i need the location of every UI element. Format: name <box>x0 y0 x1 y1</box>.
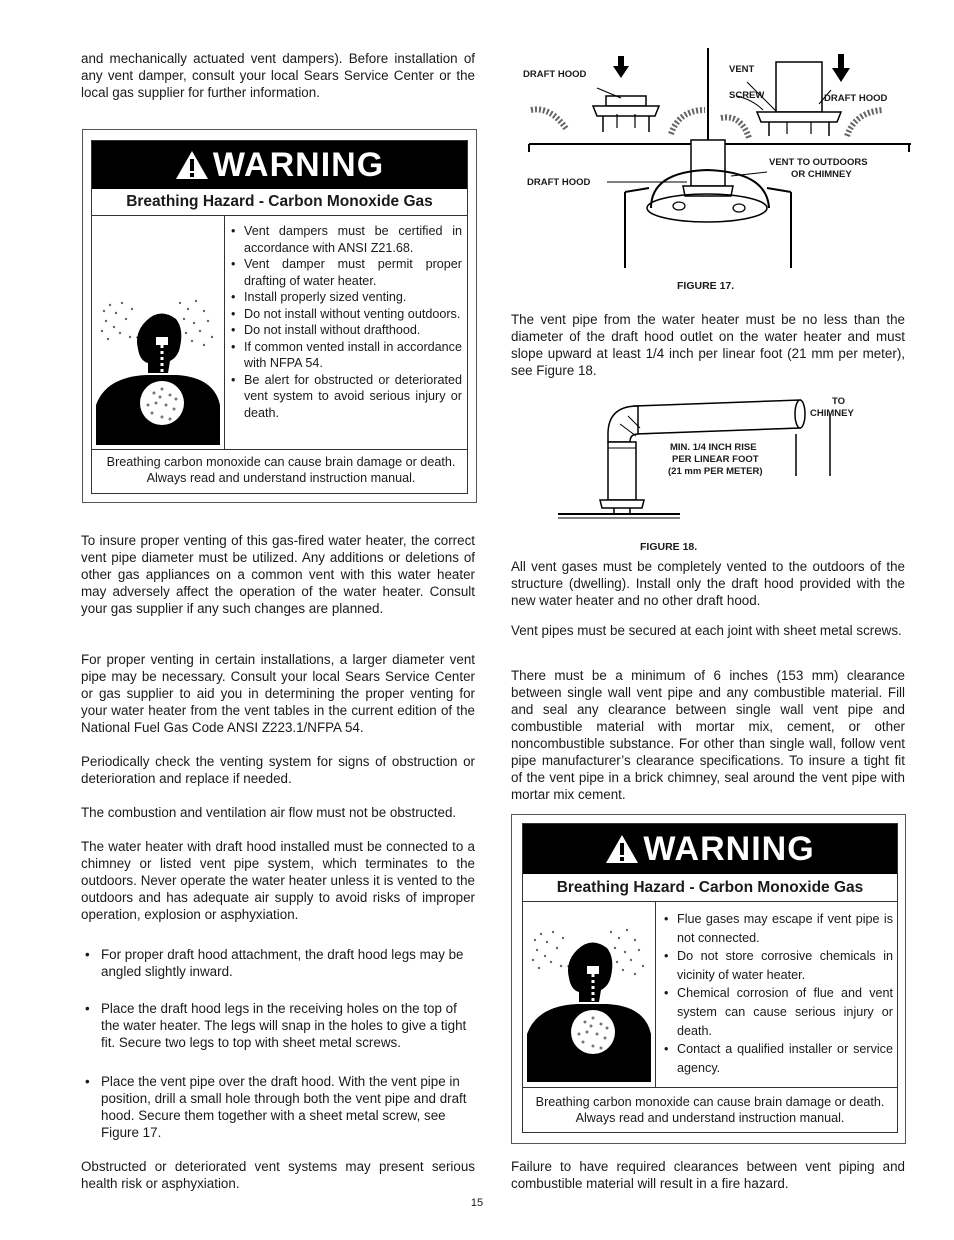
alert-triangle-icon <box>605 834 639 864</box>
label-rise: (21 mm PER METER) <box>668 466 763 477</box>
paragraph: There must be a minimum of 6 inches (153 mm) clearance between single wall vent pipe and any combustible material. Fill and seal any clearance between single wall vent pipe and combustible material with mortar mix, cement, or other noncombustible substance. For other than single wall, follow vent pipe manufacturer’s clearance specifications. To insure a tight fit of the vent pipe in a brick chimney, seal around the vent pipe with mortar mix cement. <box>511 668 905 802</box>
warning-footer: Breathing carbon monoxide can cause brain damage or death. Always read and understand instruction manual. <box>106 455 456 485</box>
list-item: • Install properly sized venting. <box>230 289 462 306</box>
label-chimney: CHIMNEY <box>810 408 854 419</box>
label-rise: PER LINEAR FOOT <box>672 454 759 465</box>
label-draft-hood: DRAFT HOOD <box>523 69 587 80</box>
label-draft-hood: DRAFT HOOD <box>527 177 591 188</box>
label-to: TO <box>832 396 846 407</box>
list-item: • If common vented install in accordance with NFPA 54. <box>230 339 462 372</box>
paragraph: To insure proper venting of this gas-fired water heater, the correct vent pipe diameter must be utilized. Any additions or deletions of other gas appliances on a common vent with this water heater may adversely affect the operation of the water heater. Consult your gas supplier if any such changes are planned. <box>81 533 475 616</box>
paragraph: The combustion and ventilation air flow must not be obstructed. <box>81 805 457 820</box>
label-draft-hood: DRAFT HOOD <box>824 93 888 104</box>
warning-footer: Breathing carbon monoxide can cause brain damage or death. Always read and understand instruction manual. <box>535 1095 885 1125</box>
bullet-item: • Place the vent pipe over the draft hood. With the vent pipe in position, drill a small hole through both the vent pipe and draft hood. Secure them together with a sheet metal screw, see Figure 17. <box>81 1073 475 1141</box>
list-item: • Vent dampers must be certified in accordance with ANSI Z21.68. <box>230 223 462 256</box>
intro-paragraph: and mechanically actuated vent dampers). Before installation of any vent damper, consult your local Sears Service Center or the local gas supplier for further information. <box>81 51 475 100</box>
warning-banner: WARNING <box>92 141 467 189</box>
list-item: • Contact a qualified installer or service agency. <box>663 1040 893 1077</box>
label-screw: SCREW <box>729 90 765 101</box>
list-item: • Do not install without venting outdoors. <box>230 306 462 323</box>
breathing-hazard-pictogram <box>527 922 651 1082</box>
warning-banner: WARNING <box>523 824 897 874</box>
list-item: • Be alert for obstructed or deteriorated vent system to avoid serious injury or death. <box>230 372 462 422</box>
paragraph: All vent gases must be completely vented to the outdoors of the structure (dwelling). Install only the draft hood provided with the new water heater and no other draft hood. <box>511 559 905 608</box>
paragraph: Periodically check the venting system for signs of obstruction or deterioration and replace if needed. <box>81 754 475 786</box>
label-rise: MIN. 1/4 INCH RISE <box>670 442 757 453</box>
label-vent: VENT <box>729 64 755 75</box>
list-item: • Flue gases may escape if vent pipe is not connected. <box>663 910 893 947</box>
list-item: • Do not store corrosive chemicals in vicinity of water heater. <box>663 947 893 984</box>
warning-list <box>230 223 462 421</box>
paragraph: The water heater with draft hood installed must be connected to a chimney or listed vent pipe system, which terminates to the outdoors. Never operate the water heater unless it is vented to the outdoors and has adequate air supply to avoid risks of improper operation, explosion or asphyxiation. <box>81 839 475 922</box>
list-item: • Vent damper must permit proper drafting of water heater. <box>230 256 462 289</box>
figure-caption: FIGURE 18. <box>640 541 698 553</box>
figure-18 <box>550 384 854 554</box>
paragraph: Vent pipes must be secured at each joint with sheet metal screws. <box>511 623 902 638</box>
figure-17 <box>511 48 911 293</box>
page-number: 15 <box>470 1197 484 1209</box>
list-item: • Do not install without drafthood. <box>230 322 462 339</box>
list-item: • Chemical corrosion of flue and vent system can cause serious injury or death. <box>663 984 893 1040</box>
warning-list <box>663 910 893 1077</box>
figure-caption: FIGURE 17. <box>677 280 735 292</box>
label-vent-to-outdoors: VENT TO OUTDOORS <box>769 157 868 168</box>
bullet-item: • Place the draft hood legs in the receiving holes on the top of the water heater. The legs will snap in the holes to give a tight fit. Secure two legs to top with sheet metal screws. <box>81 1000 475 1051</box>
warning-box-venting <box>82 129 477 503</box>
paragraph: Obstructed or deteriorated vent systems may present serious health risk or asphyxiation. <box>81 1159 475 1191</box>
warning-subtitle: Breathing Hazard - Carbon Monoxide Gas <box>126 193 433 210</box>
warning-box-flue-gases <box>511 814 906 1144</box>
paragraph: The vent pipe from the water heater must be no less than the diameter of the draft hood outlet on the water heater and must slope upward at least 1/4 inch per linear foot (21 mm per meter), see Figure 18. <box>511 312 905 378</box>
label-or-chimney: OR CHIMNEY <box>791 169 852 180</box>
paragraph: Failure to have required clearances between vent piping and combustible material will result in a fire hazard. <box>511 1159 905 1191</box>
bullet-item: • For proper draft hood attachment, the draft hood legs may be angled slightly inward. <box>81 946 475 980</box>
paragraph: For proper venting in certain installations, a larger diameter vent pipe may be necessary. Consult your local Sears Service Center or gas supplier to aid you in determining the proper venting for your water heater from the vent tables in the current edition of the National Fuel Gas Code ANSI Z223.1/NFPA 54. <box>81 652 475 735</box>
breathing-hazard-pictogram <box>96 293 220 445</box>
warning-subtitle: Breathing Hazard - Carbon Monoxide Gas <box>556 879 864 896</box>
alert-triangle-icon <box>175 150 209 180</box>
